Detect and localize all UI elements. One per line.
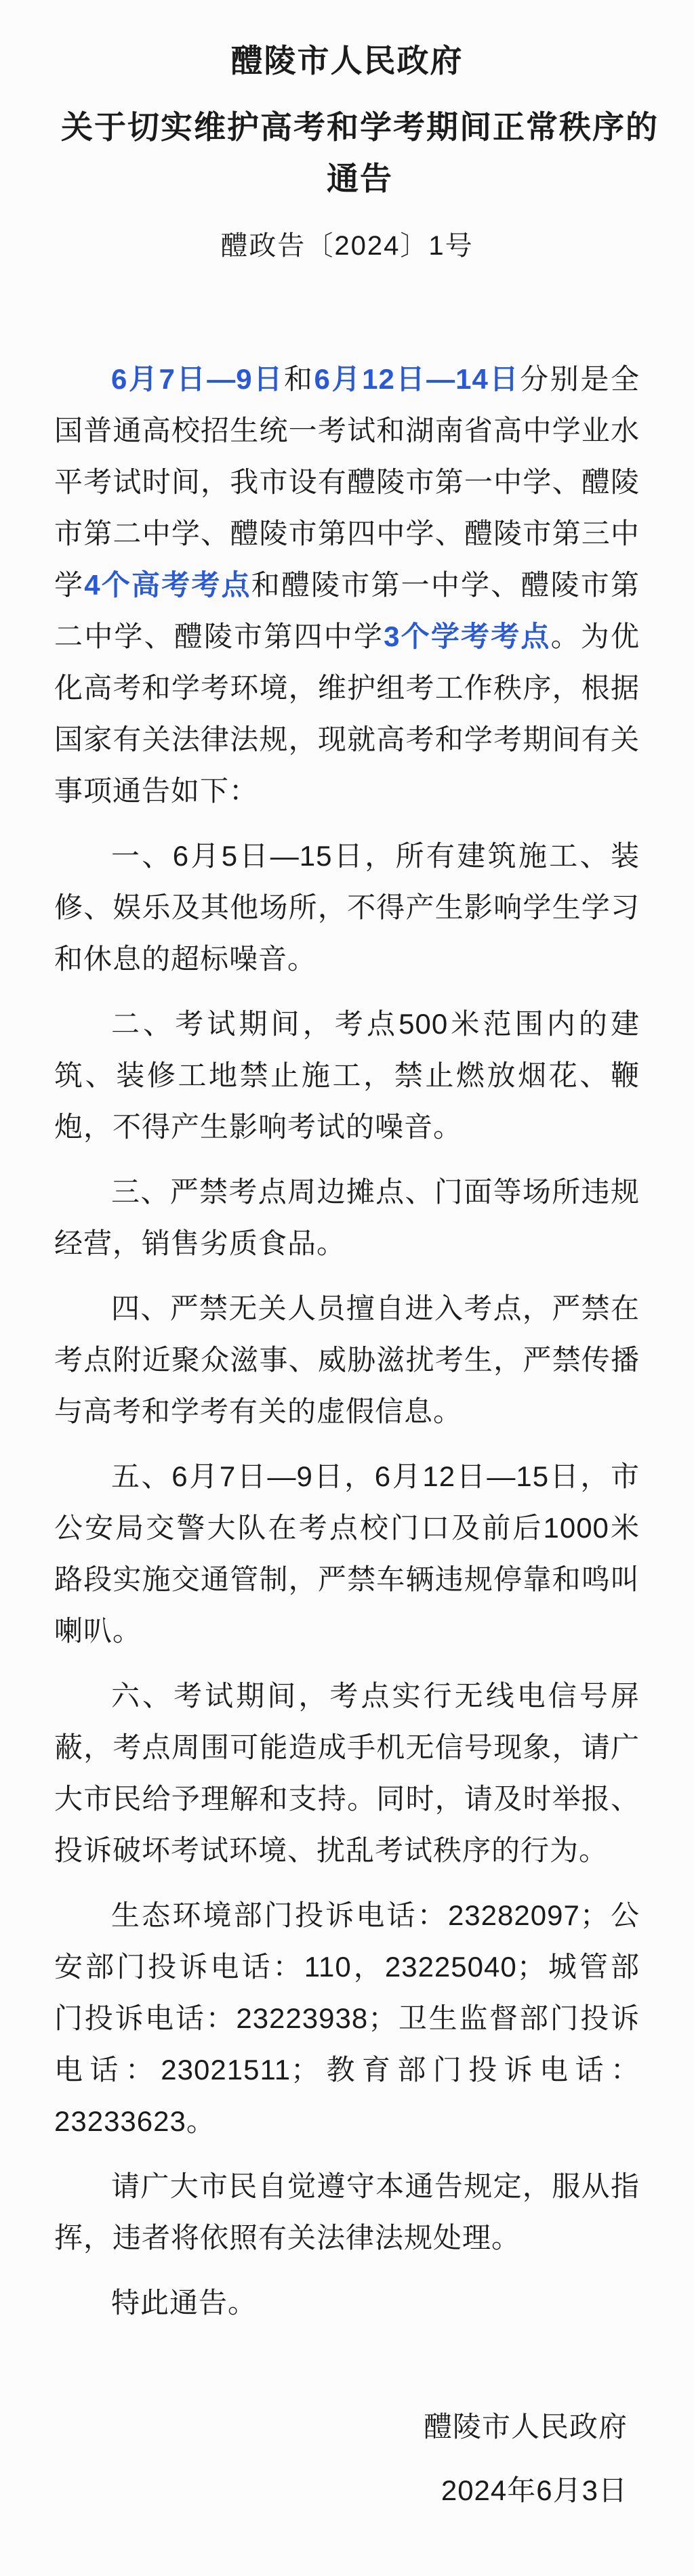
highlighted-text: 4个高考考点 <box>84 569 251 601</box>
intro-paragraph <box>54 354 640 817</box>
signature-date: 2024年6月3日 <box>441 2474 628 2506</box>
notice-item-3: 三、严禁考点周边摊点、门面等场所违规经营，销售劣质食品。 <box>54 1176 640 1259</box>
notice-item-5: 五、6月7日—9日，6月12日—15日，市公安局交警大队在考点校门口及前后1000米路段实施交通管制，严禁车辆违规停靠和鸣叫喇叭。 <box>54 1460 640 1647</box>
highlighted-text: 3个学考考点 <box>384 620 551 652</box>
highlighted-text: 6月7日—9日 <box>111 363 284 395</box>
doc-number: 醴政告〔2024〕1号 <box>220 231 474 261</box>
notice-item-2: 二、考试期间，考点500米范围内的建筑、装修工地禁止施工，禁止燃放烟花、鞭炮，不得产生影响考试的噪音。 <box>54 1008 640 1143</box>
body-text: 和醴陵市第一中学、醴陵市第二中学、醴陵市第四中学 <box>54 569 640 652</box>
body-text: 分别是全国普通高校招生统一考试和湖南省高中学业水平考试时间，我市设有醴陵市第一中学、醴陵市第二中学、醴陵市第四中学、醴陵市第三中学 <box>54 363 640 601</box>
notice-item-1: 一、6月5日—15日，所有建筑施工、装修、娱乐及其他场所，不得产生影响学生学习和休息的超标噪音。 <box>54 840 640 975</box>
org-title: 醴陵市人民政府 <box>230 43 464 79</box>
final-note: 特此通告。 <box>111 2287 258 2319</box>
highlighted-text: 6月12日—14日 <box>314 363 520 395</box>
notice-item-6: 六、考试期间，考点实行无线电信号屏蔽，考点周围可能造成手机无信号现象，请广大市民给予理解和支持。同时，请及时举报、投诉破坏考试环境、扰乱考试秩序的行为。 <box>54 1680 640 1866</box>
notice-item-4: 四、严禁无关人员擅自进入考点，严禁在考点附近聚众滋事、威胁滋扰考生，严禁传播与高考和学考有关的虚假信息。 <box>54 1292 640 1427</box>
signature-block <box>54 2401 640 2516</box>
body-text: 和 <box>283 363 314 395</box>
hotlines-paragraph: 生态环境部门投诉电话：23282097；公安部门投诉电话：110，23225040；城管部门投诉电话：23223938；卫生监督部门投诉电话：23021511；教育部门投诉电话：23233623。 <box>54 1899 640 2137</box>
body-text: 。为优化高考和学考环境，维护组考工作秩序，根据国家有关法律法规，现就高考和学考期间有关事项通告如下： <box>54 620 640 807</box>
doc-title: 关于切实维护高考和学考期间正常秩序的通告 <box>61 109 659 196</box>
notice-body <box>54 354 640 2329</box>
signature-org: 醴陵市人民政府 <box>423 2411 628 2443</box>
closing-paragraph: 请广大市民自觉遵守本通告规定，服从指挥，违者将依照有关法律法规处理。 <box>54 2170 640 2254</box>
